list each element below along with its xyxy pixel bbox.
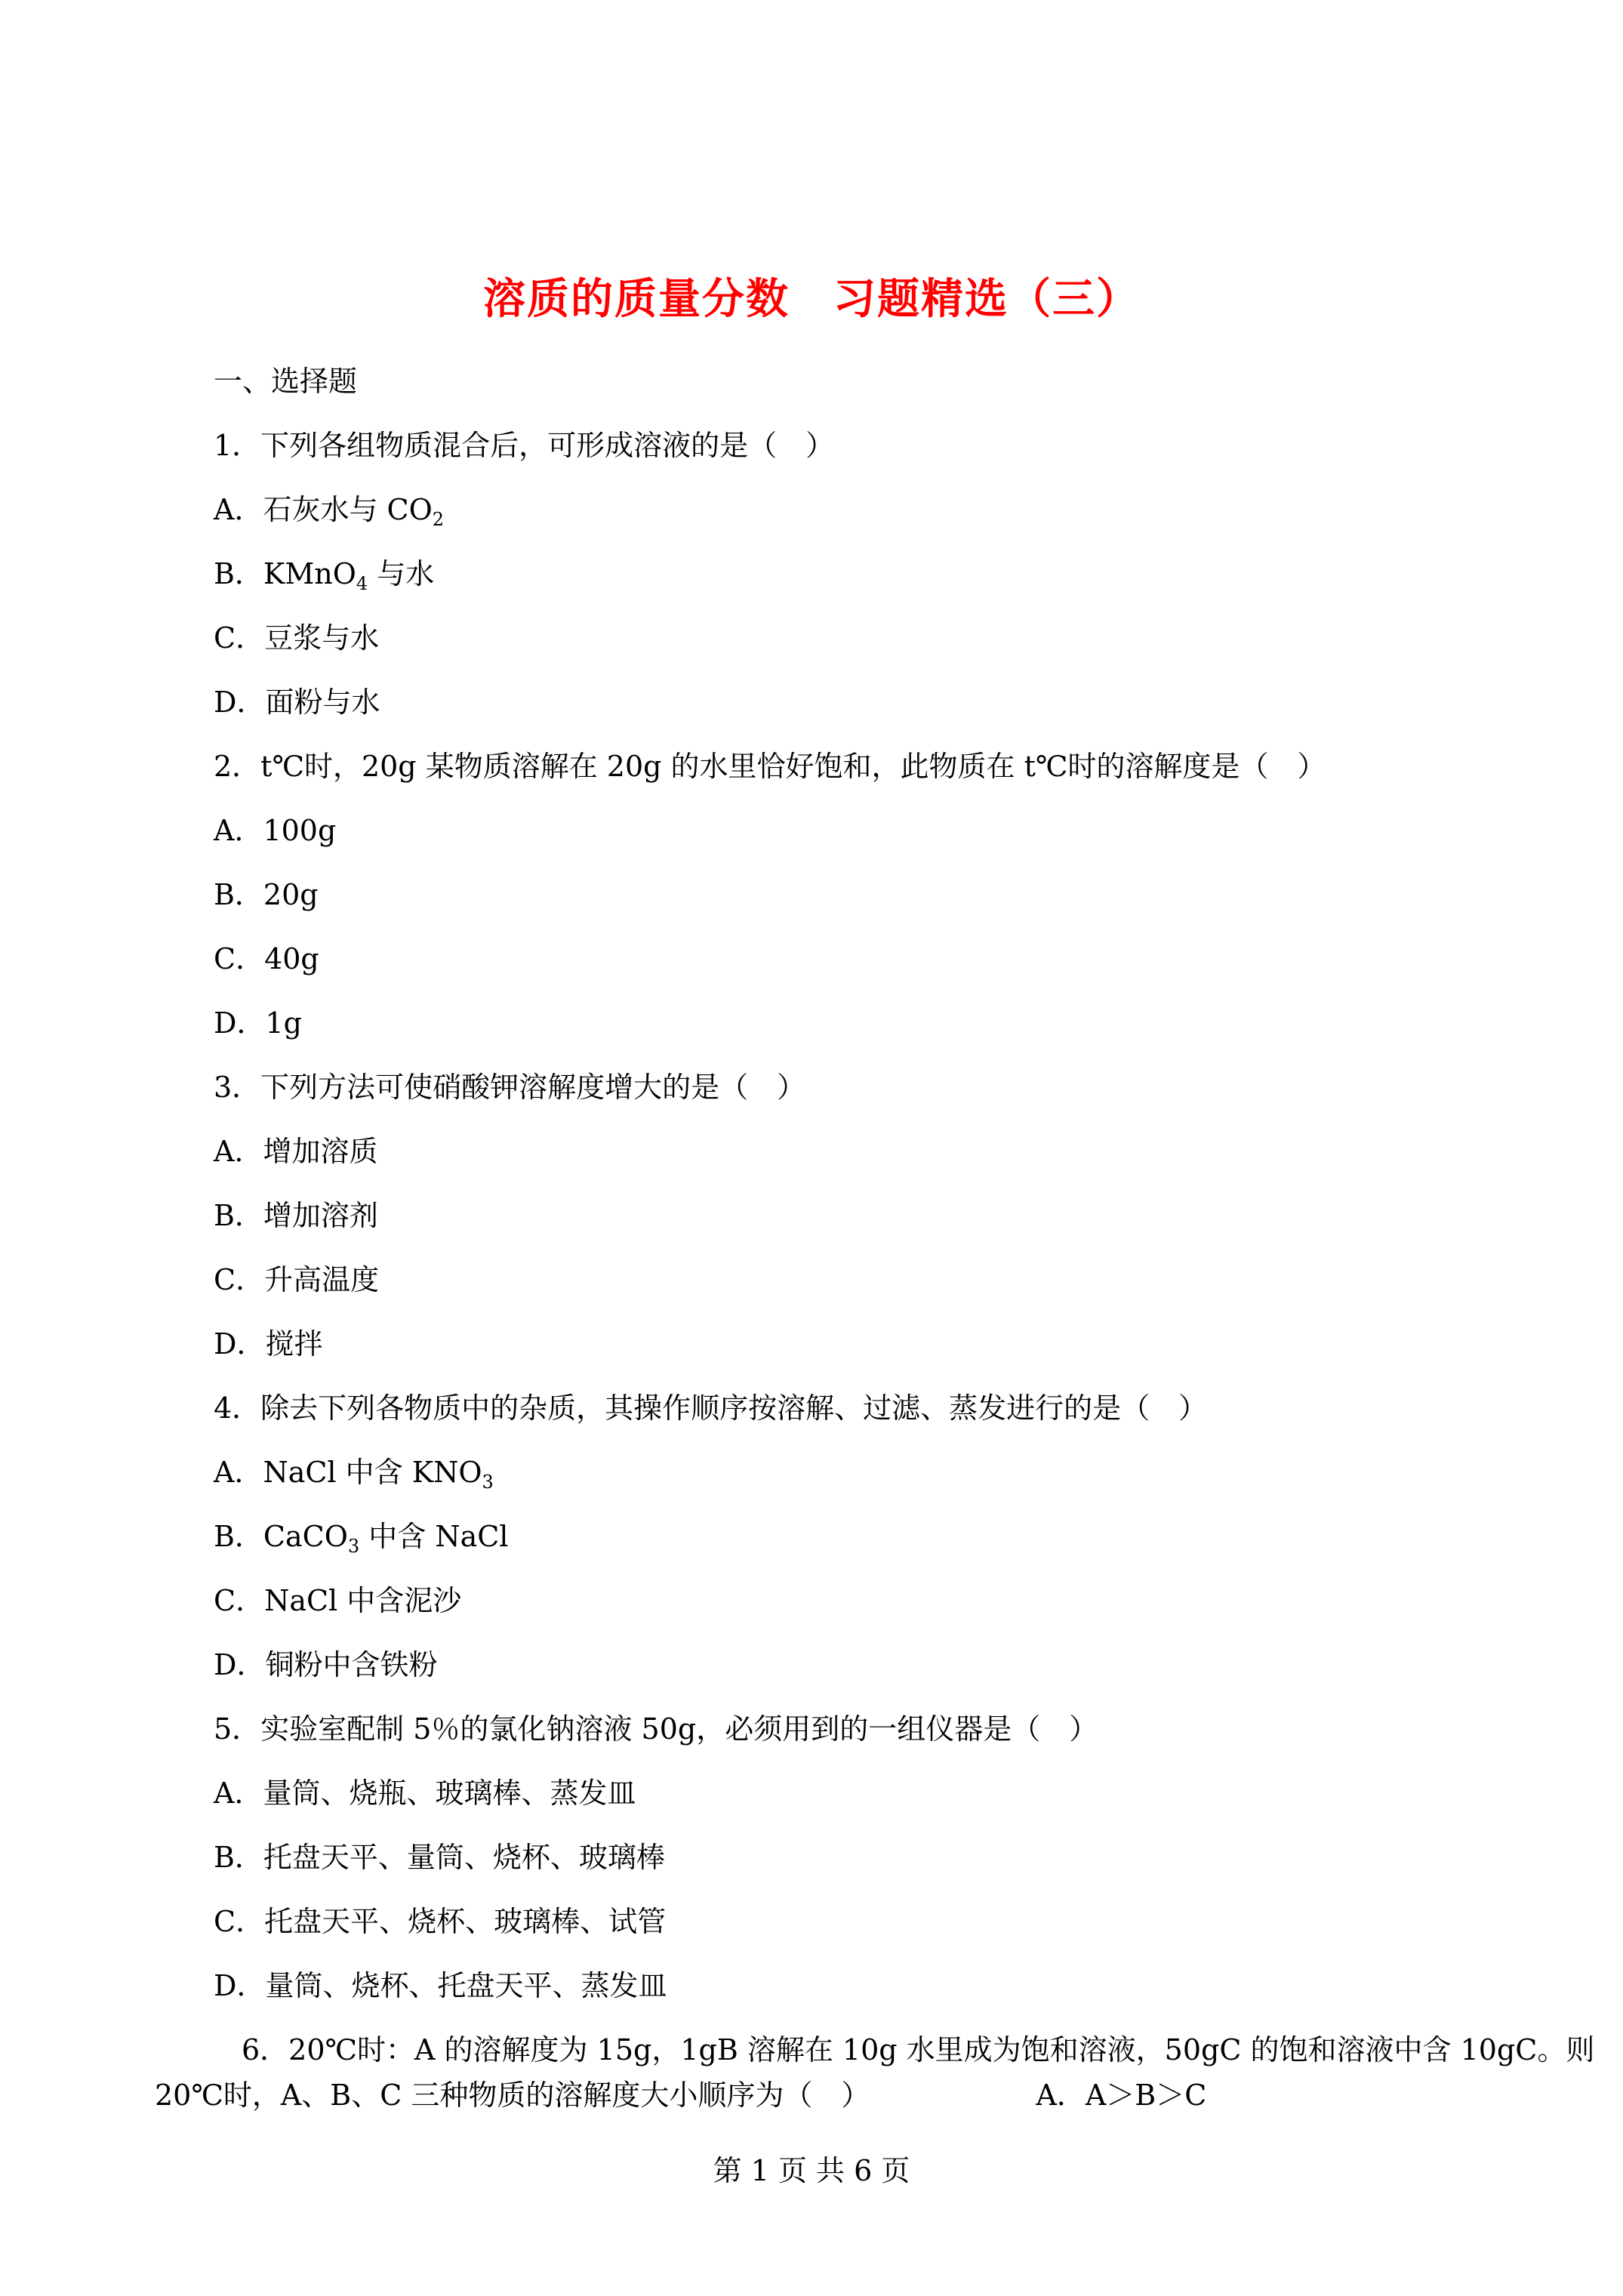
question-4-option-d: D．铜粉中含铁粉 [214,1648,438,1681]
subscript: 3 [347,1536,360,1557]
option-text: A．石灰水与 CO [214,493,433,526]
page-title: 溶质的质量分数 习题精选（三） [483,275,1140,324]
question-2-stem: 2．t℃时，20g 某物质溶解在 20g 的水里恰好饱和，此物质在 t℃时的溶解度是（ ） [214,750,1326,783]
question-4-option-a [214,1453,494,1491]
option-text-tail: 与水 [368,557,435,590]
question-1-option-b [214,555,434,593]
subscript: 3 [482,1472,494,1493]
option-text: B．CaCO [214,1520,348,1553]
subscript: 2 [432,509,445,530]
option-text: B．KMnO [214,557,356,590]
question-3-option-d: D．搅拌 [214,1327,323,1361]
question-4-option-b [214,1518,508,1555]
question-2-option-a: A．100g [214,814,337,847]
option-text: A．NaCl 中含 KNO [214,1456,482,1489]
question-5-stem: 5．实验室配制 5％的氯化钠溶液 50g，必须用到的一组仪器是（ ） [214,1712,1098,1746]
question-1-option-a [214,491,444,529]
question-5-option-d: D．量筒、烧杯、托盘天平、蒸发皿 [214,1969,667,2002]
question-4-stem: 4．除去下列各物质中的杂质，其操作顺序按溶解、过滤、蒸发进行的是（ ） [214,1391,1208,1425]
question-3-option-a: A．增加溶质 [214,1135,378,1168]
section-heading: 一、选择题 [214,365,358,398]
question-1-option-d: D．面粉与水 [214,686,380,719]
question-5-option-b: B．托盘天平、量筒、烧杯、玻璃棒 [214,1841,665,1874]
page-footer: 第 1 页 共 6 页 [713,2154,910,2187]
question-1-option-c: C．豆浆与水 [214,621,380,655]
question-1-stem: 1．下列各组物质混合后，可形成溶液的是（ ） [214,429,835,462]
question-4-option-c: C．NaCl 中含泥沙 [214,1584,462,1617]
question-3-option-b: B．增加溶剂 [214,1199,378,1232]
question-3-option-c: C．升高温度 [214,1263,380,1296]
question-5-option-c: C．托盘天平、烧杯、玻璃棒、试管 [214,1905,667,1938]
question-2-option-d: D．1g [214,1006,302,1040]
question-6-stem-line1: 6．20℃时：A 的溶解度为 15g，1gB 溶解在 10g 水里成为饱和溶液，50gC 的饱和溶液中含 10gC。则 [242,2033,1595,2066]
option-text-tail: 中含 NaCl [359,1520,509,1553]
question-2-option-b: B．20g [214,878,319,911]
question-6-option-a: A．A＞B＞C [1036,2079,1207,2112]
question-2-option-c: C．40g [214,942,319,975]
question-6-stem-line2 [155,2076,1206,2114]
question-3-stem: 3．下列方法可使硝酸钾溶解度增大的是（ ） [214,1071,806,1104]
question-5-option-a: A．量筒、烧瓶、玻璃棒、蒸发皿 [214,1777,636,1810]
question-6-stem-text: 20℃时，A、B、C 三种物质的溶解度大小顺序为（ ） [155,2079,870,2112]
subscript: 4 [356,573,368,594]
